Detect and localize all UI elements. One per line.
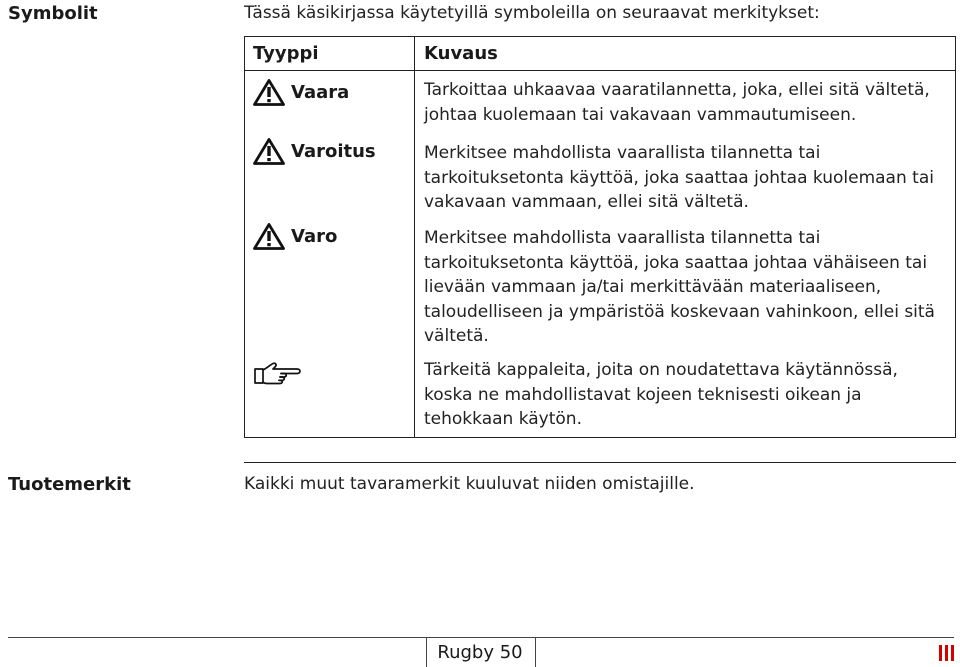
column-divider xyxy=(414,37,415,437)
warning-triangle-icon xyxy=(253,138,285,165)
footer-page-label: Rugby 50 xyxy=(437,642,523,663)
symbols-table xyxy=(244,36,956,438)
type-label: Varo xyxy=(291,226,338,247)
section-divider xyxy=(244,462,956,463)
trademarks-text: Kaikki muut tavaramerkit kuuluvat niiden omistajille. xyxy=(244,474,695,494)
header-divider xyxy=(245,70,955,71)
warning-triangle-icon xyxy=(253,223,285,250)
type-cell-vaara xyxy=(253,79,349,106)
pointing-hand-icon xyxy=(253,361,303,387)
warning-triangle-icon xyxy=(253,79,285,106)
footer-bar xyxy=(939,645,942,661)
type-label: Varoitus xyxy=(291,141,376,162)
symbols-intro: Tässä käsikirjassa käytetyillä symboleilla on seuraavat merkitykset: xyxy=(244,3,820,23)
footer-bars xyxy=(939,645,954,661)
header-description: Kuvaus xyxy=(424,43,498,64)
description-cell: Merkitsee mahdollista vaarallista tilannetta tai tarkoituksetonta käyttöä, joka saattaa johtaa vähäiseen tai lievään vammaan ja/tai merkittävään materiaaliseen, taloudelliseen ja ympäristöä koskevaan vahinkoon, ellei sitä vältetä. xyxy=(424,228,935,346)
footer-bar xyxy=(951,645,954,661)
header-type: Tyyppi xyxy=(253,43,319,64)
description-cell: Tarkoittaa uhkaavaa vaaratilannetta, joka, ellei sitä vältetä, johtaa kuolemaan tai vakavaan vammautumiseen. xyxy=(424,80,930,125)
trademarks-heading: Tuotemerkit xyxy=(8,474,131,495)
type-label: Vaara xyxy=(291,82,350,103)
description-cell: Merkitsee mahdollista vaarallista tilannetta tai tarkoituksetonta käyttöä, joka saattaa johtaa kuolemaan tai vakavaan vammaan, ellei sitä vältetä. xyxy=(424,143,934,212)
type-cell-varo xyxy=(253,223,337,250)
footer-bar xyxy=(945,645,948,661)
symbols-heading: Symbolit xyxy=(8,3,98,24)
type-cell-note xyxy=(253,361,309,387)
type-cell-varoitus xyxy=(253,138,376,165)
description-cell: Tärkeitä kappaleita, joita on noudatettava käytännössä, koska ne mahdollistavat kojeen teknisesti oikean ja tehokkaan käytön. xyxy=(424,360,898,429)
